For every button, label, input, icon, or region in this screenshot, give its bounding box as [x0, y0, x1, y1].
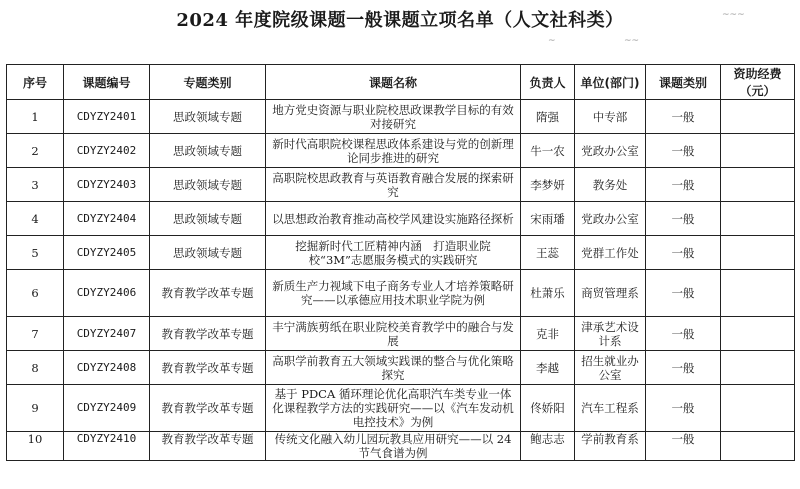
- row-funding: [721, 317, 795, 351]
- row-type: 一般: [646, 317, 721, 351]
- row-type: 一般: [646, 202, 721, 236]
- row-type: 一般: [646, 270, 721, 317]
- table-header-row: [7, 65, 795, 100]
- header-type: 课题类别: [646, 65, 721, 100]
- row-code: CDYZY2402: [64, 134, 150, 168]
- row-funding: [721, 202, 795, 236]
- table-row: [7, 168, 795, 202]
- row-code: CDYZY2404: [64, 202, 150, 236]
- row-no: 6: [7, 270, 64, 317]
- row-funding: [721, 432, 795, 461]
- row-category: 思政领域专题: [150, 236, 266, 270]
- header-no: 序号: [7, 65, 64, 100]
- row-unit: 党政办公室: [575, 134, 646, 168]
- row-category: 教育教学改革专题: [150, 270, 266, 317]
- row-leader: 鲍志志: [521, 432, 575, 461]
- row-leader: 克非: [521, 317, 575, 351]
- row-unit: 招生就业办公室: [575, 351, 646, 385]
- table-row: [7, 432, 795, 461]
- row-name: 高职学前教育五大领域实践课的整合与优化策略探究: [266, 351, 521, 385]
- row-code: CDYZY2409: [64, 385, 150, 432]
- row-code: CDYZY2407: [64, 317, 150, 351]
- header-category: 专题类别: [150, 65, 266, 100]
- table-row: [7, 236, 795, 270]
- row-type: 一般: [646, 168, 721, 202]
- row-name: 挖掘新时代工匠精神内涵 打造职业院校“3M”志愿服务模式的实践研究: [266, 236, 521, 270]
- row-name: 高职院校思政教育与英语教育融合发展的探索研究: [266, 168, 521, 202]
- row-code: CDYZY2406: [64, 270, 150, 317]
- header-leader: 负责人: [521, 65, 575, 100]
- row-name: 丰宁满族剪纸在职业院校美育教学中的融合与发展: [266, 317, 521, 351]
- row-unit: 津承艺术设计系: [575, 317, 646, 351]
- row-unit: 学前教育系: [575, 432, 646, 461]
- row-name: 地方党史资源与职业院校思政课教学目标的有效对接研究: [266, 100, 521, 134]
- row-unit: 教务处: [575, 168, 646, 202]
- row-category: 教育教学改革专题: [150, 317, 266, 351]
- header-code: 课题编号: [64, 65, 150, 100]
- row-name: 新时代高职院校课程思政体系建设与党的创新理论同步推进的研究: [266, 134, 521, 168]
- row-no: 3: [7, 168, 64, 202]
- row-unit: 汽车工程系: [575, 385, 646, 432]
- project-list-table: [6, 64, 795, 461]
- row-category: 教育教学改革专题: [150, 432, 266, 461]
- row-category: 教育教学改革专题: [150, 351, 266, 385]
- handwritten-mark: ~~~: [722, 10, 745, 20]
- table-row: [7, 385, 795, 432]
- handwritten-mark: ~: [548, 36, 556, 46]
- row-type: 一般: [646, 134, 721, 168]
- row-funding: [721, 100, 795, 134]
- row-funding: [721, 270, 795, 317]
- row-name: 传统文化融入幼儿园玩教具应用研究——以 24 节气食谱为例: [266, 432, 521, 461]
- row-no: 9: [7, 385, 64, 432]
- row-code: CDYZY2401: [64, 100, 150, 134]
- row-category: 思政领域专题: [150, 100, 266, 134]
- row-no: 2: [7, 134, 64, 168]
- row-funding: [721, 134, 795, 168]
- row-no: 7: [7, 317, 64, 351]
- row-no: 4: [7, 202, 64, 236]
- row-leader: 宋雨璠: [521, 202, 575, 236]
- row-category: 思政领域专题: [150, 168, 266, 202]
- row-name: 新质生产力视域下电子商务专业人才培养策略研究——以承德应用技术职业学院为例: [266, 270, 521, 317]
- row-type: 一般: [646, 385, 721, 432]
- table-row: [7, 317, 795, 351]
- row-name: 基于 PDCA 循环理论优化高职汽车类专业一体化课程教学方法的实践研究——以《汽车发动机电控技术》为例: [266, 385, 521, 432]
- row-code: CDYZY2405: [64, 236, 150, 270]
- row-leader: 李越: [521, 351, 575, 385]
- row-leader: 李梦妍: [521, 168, 575, 202]
- table-row: [7, 351, 795, 385]
- row-unit: 党群工作处: [575, 236, 646, 270]
- row-funding: [721, 385, 795, 432]
- table-row: [7, 134, 795, 168]
- header-funding: 资助经费（元）: [721, 65, 795, 100]
- row-leader: 隋强: [521, 100, 575, 134]
- row-type: 一般: [646, 236, 721, 270]
- row-leader: 杜萧乐: [521, 270, 575, 317]
- row-funding: [721, 236, 795, 270]
- row-category: 教育教学改革专题: [150, 385, 266, 432]
- row-funding: [721, 168, 795, 202]
- row-no: 10: [7, 432, 64, 461]
- row-funding: [721, 351, 795, 385]
- row-type: 一般: [646, 432, 721, 461]
- handwritten-mark: ~~: [624, 36, 640, 46]
- page-title: 2024 年度院级课题一般课题立项名单（人文社科类）: [176, 10, 624, 31]
- row-code: CDYZY2403: [64, 168, 150, 202]
- row-leader: 佟娇阳: [521, 385, 575, 432]
- table-row: [7, 100, 795, 134]
- row-unit: 中专部: [575, 100, 646, 134]
- header-unit: 单位(部门): [575, 65, 646, 100]
- row-leader: 王蕊: [521, 236, 575, 270]
- table-row: [7, 270, 795, 317]
- row-category: 思政领域专题: [150, 134, 266, 168]
- row-type: 一般: [646, 351, 721, 385]
- table-row: [7, 202, 795, 236]
- row-leader: 牛一农: [521, 134, 575, 168]
- row-name: 以思想政治教育推动高校学风建设实施路径探析: [266, 202, 521, 236]
- row-code: CDYZY2410: [64, 432, 150, 461]
- row-type: 一般: [646, 100, 721, 134]
- row-category: 思政领域专题: [150, 202, 266, 236]
- row-no: 5: [7, 236, 64, 270]
- header-name: 课题名称: [266, 65, 521, 100]
- row-unit: 商贸管理系: [575, 270, 646, 317]
- row-code: CDYZY2408: [64, 351, 150, 385]
- row-no: 8: [7, 351, 64, 385]
- row-no: 1: [7, 100, 64, 134]
- row-unit: 党政办公室: [575, 202, 646, 236]
